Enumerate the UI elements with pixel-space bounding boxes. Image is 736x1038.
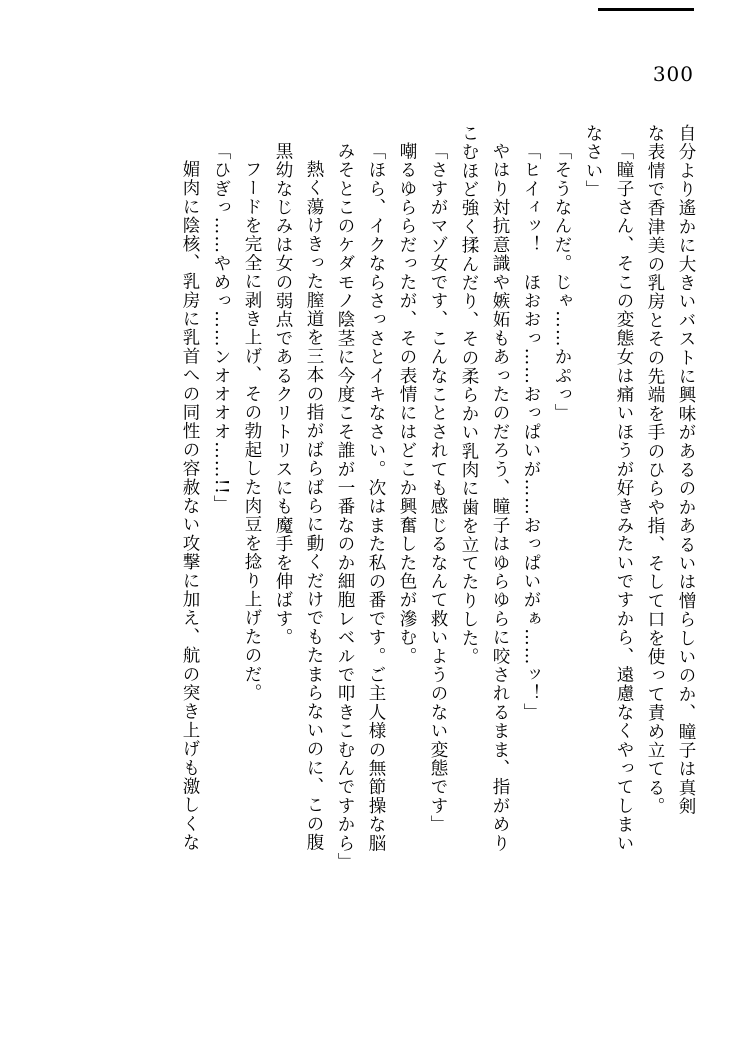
text-column: 「そうなんだ。じゃ……かぷっ」	[552, 142, 572, 423]
page-number: 300	[652, 62, 694, 86]
text-column: なさい」	[583, 124, 603, 199]
text-column: 「瞳子さん、そこの変態女は痛いほうが好きみたいですから、遠慮なくやってしまい	[614, 142, 634, 853]
text-column: 熱く蕩けきった膣道を三本の指がばらばらに動くだけでもたまらないのに、この腹	[304, 160, 324, 852]
text-column: やはり対抗意識や嫉妬もあったのだろう、瞳子はゆらゆらに咬されるまま、指がめり	[490, 142, 510, 853]
text-column: 「ヒイィッ！ ほおおっ……おっぱいが……おっぱいがぁ……ッ！」	[521, 142, 541, 722]
text-column: こむほど強く揉んだり、その柔らかい乳肉に歯を立てたりした。	[459, 124, 479, 667]
text-column: フードを完全に剥き上げ、その勃起した肉豆を捻り上げたのだ。	[242, 160, 262, 703]
text-column: 自分より遙かに大きいバストに興味があるのかあるいは憎らしいのか、瞳子は真剣	[676, 124, 696, 816]
text-column: 媚肉に陰核、乳房に乳首への同性の容赦ない攻撃に加え、航の突き上げも激しくな	[180, 160, 200, 852]
text-column: な表情で香津美の乳房とその先端を手のひらや指、そして口を使って責め立てる。	[645, 124, 665, 816]
vertical-text-block	[86, 124, 694, 964]
text-column: 黒幼なじみは女の弱点であるクリトリスにも魔手を伸ばす。	[273, 142, 293, 647]
top-rule-decoration	[598, 8, 694, 11]
text-column: 「ほら、イクならさっさとイキなさい。次はまた私の番です。ご主人様の無節操な脳	[366, 142, 386, 853]
text-column: 「さすがマゾ女です、こんなことされても感じるなんて救いようのない変態です」	[428, 142, 448, 834]
text-column: 「ひぎっ……やめっ……ンオオオオ……!!」	[211, 142, 231, 514]
text-column: みそとこのケダモノ陰茎に今度こそ誰が一番なのか細胞レベルで叩きこむんですから」	[335, 142, 355, 872]
text-column: 嘲るゆららだったが、その表情にはどこか興奮した色が滲む。	[397, 142, 417, 666]
